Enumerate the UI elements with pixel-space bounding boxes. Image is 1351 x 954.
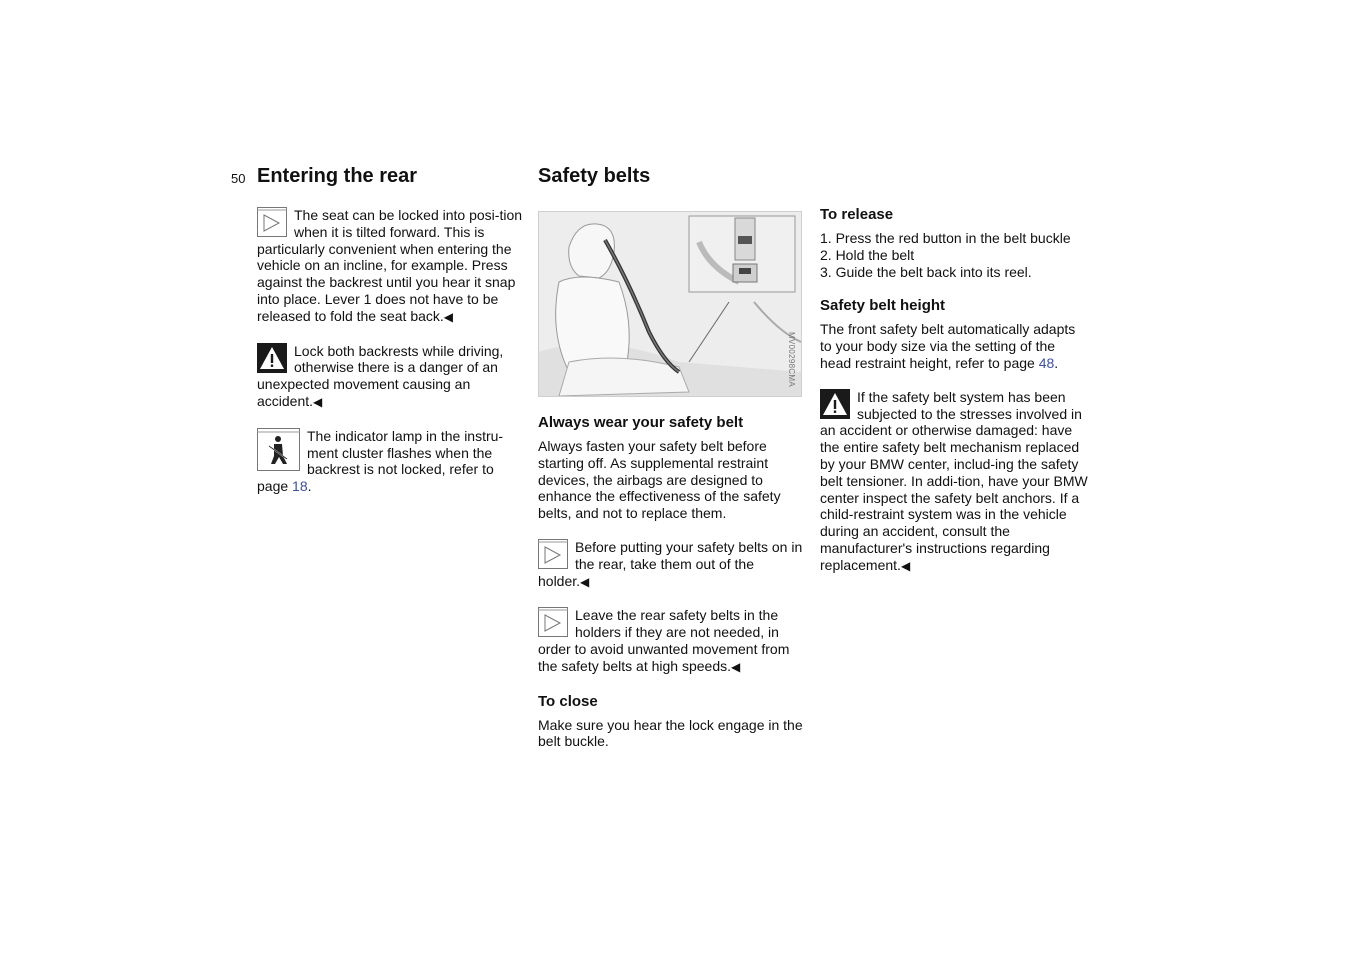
- section-title-safety-belts: Safety belts: [538, 165, 651, 187]
- end-mark: ◀: [900, 558, 911, 573]
- note-seat-lock-text: The seat can be locked into posi-tion when it is tilted forward. This is particularly convenient when entering the vehicle on an incline, for example. Press against the backrest until you hear it snap into place. Lever 1 does not have to be released to fold the seat back.: [257, 207, 523, 324]
- warning-belt-replacement: [820, 389, 1090, 575]
- belt-height-body: The front safety belt automatically adapts to your body size via the setting of the head restraint height, refer to page: [820, 321, 1076, 371]
- note-rear-belts-holder-text: Before putting your safety belts on in the rear, take them out of the holder.: [538, 538, 803, 589]
- section-title-entering-rear: Entering the rear: [257, 165, 418, 187]
- middle-column: [538, 414, 808, 750]
- page-number: 50: [231, 171, 246, 186]
- safety-belt-illustration: [538, 211, 802, 397]
- period: .: [307, 478, 312, 495]
- note-leave-rear-belts: [538, 607, 808, 675]
- heading-to-release: To release: [820, 206, 894, 223]
- end-mark: ◀: [580, 574, 590, 589]
- left-column: [257, 207, 525, 495]
- release-steps: [820, 230, 1090, 280]
- end-mark: ◀: [731, 659, 741, 674]
- warning-backrests-text: Lock both backrests while driving, otherwise there is a danger of an unexpected movement causing an accident.: [257, 342, 504, 409]
- figure-code: MV00298CMA: [787, 332, 796, 388]
- note-seat-lock: [257, 207, 525, 326]
- note-rear-belts-holder: [538, 539, 808, 590]
- note-arrow-icon: [257, 207, 289, 237]
- release-step-1: 1. Press the red button in the belt buckle: [820, 230, 1071, 246]
- note-indicator-lamp: [257, 428, 525, 495]
- always-wear-text: Always fasten your safety belt before starting off. As supplemental restraint devices, the airbags are designed to enhance the effectiveness of the safety belts, and not to replace them.: [538, 438, 781, 522]
- note-leave-rear-belts-text: Leave the rear safety belts in the holders if they are not needed, in order to avoid unwanted movement from the safety belts at high speeds.: [538, 607, 790, 674]
- warning-backrests: [257, 343, 525, 411]
- note-arrow-icon: [538, 607, 570, 637]
- page-link-48[interactable]: 48: [1038, 354, 1055, 371]
- page-link-18[interactable]: 18: [292, 478, 308, 495]
- to-close-text: Make sure you hear the lock engage in the belt buckle.: [538, 716, 803, 750]
- note-arrow-icon: [538, 539, 570, 569]
- note-indicator-lamp-text: The indicator lamp in the instru-ment cluster flashes when the backrest is not locked, refer to page: [257, 427, 504, 495]
- heading-always-wear: Always wear your safety belt: [538, 414, 744, 431]
- end-mark: ◀: [313, 394, 323, 409]
- warning-icon: [820, 389, 850, 419]
- heading-to-close: To close: [538, 692, 598, 710]
- release-step-3: 3. Guide the belt back into its reel.: [820, 263, 1032, 280]
- warning-belt-replacement-text: If the safety belt system has been subjected to the stresses involved in an accident or otherwise damaged: have the entire safety belt mechanism replaced by your BMW center, includ-ing the safety belt tensioner. In addi-tion, have your BMW center inspect the safety belt anchors. If a child-restraint system was in the vehicle during an accident, consult the manufacturer's instructions regarding replacement.: [820, 388, 1088, 573]
- seatbelt-indicator-icon: [257, 428, 300, 471]
- heading-belt-height: Safety belt height: [820, 297, 946, 315]
- period: .: [1054, 354, 1059, 371]
- right-column: [820, 206, 1090, 575]
- end-mark: ◀: [443, 309, 454, 324]
- belt-height-text: [820, 321, 1090, 371]
- warning-icon: [257, 343, 287, 373]
- release-step-2: 2. Hold the belt: [820, 246, 915, 263]
